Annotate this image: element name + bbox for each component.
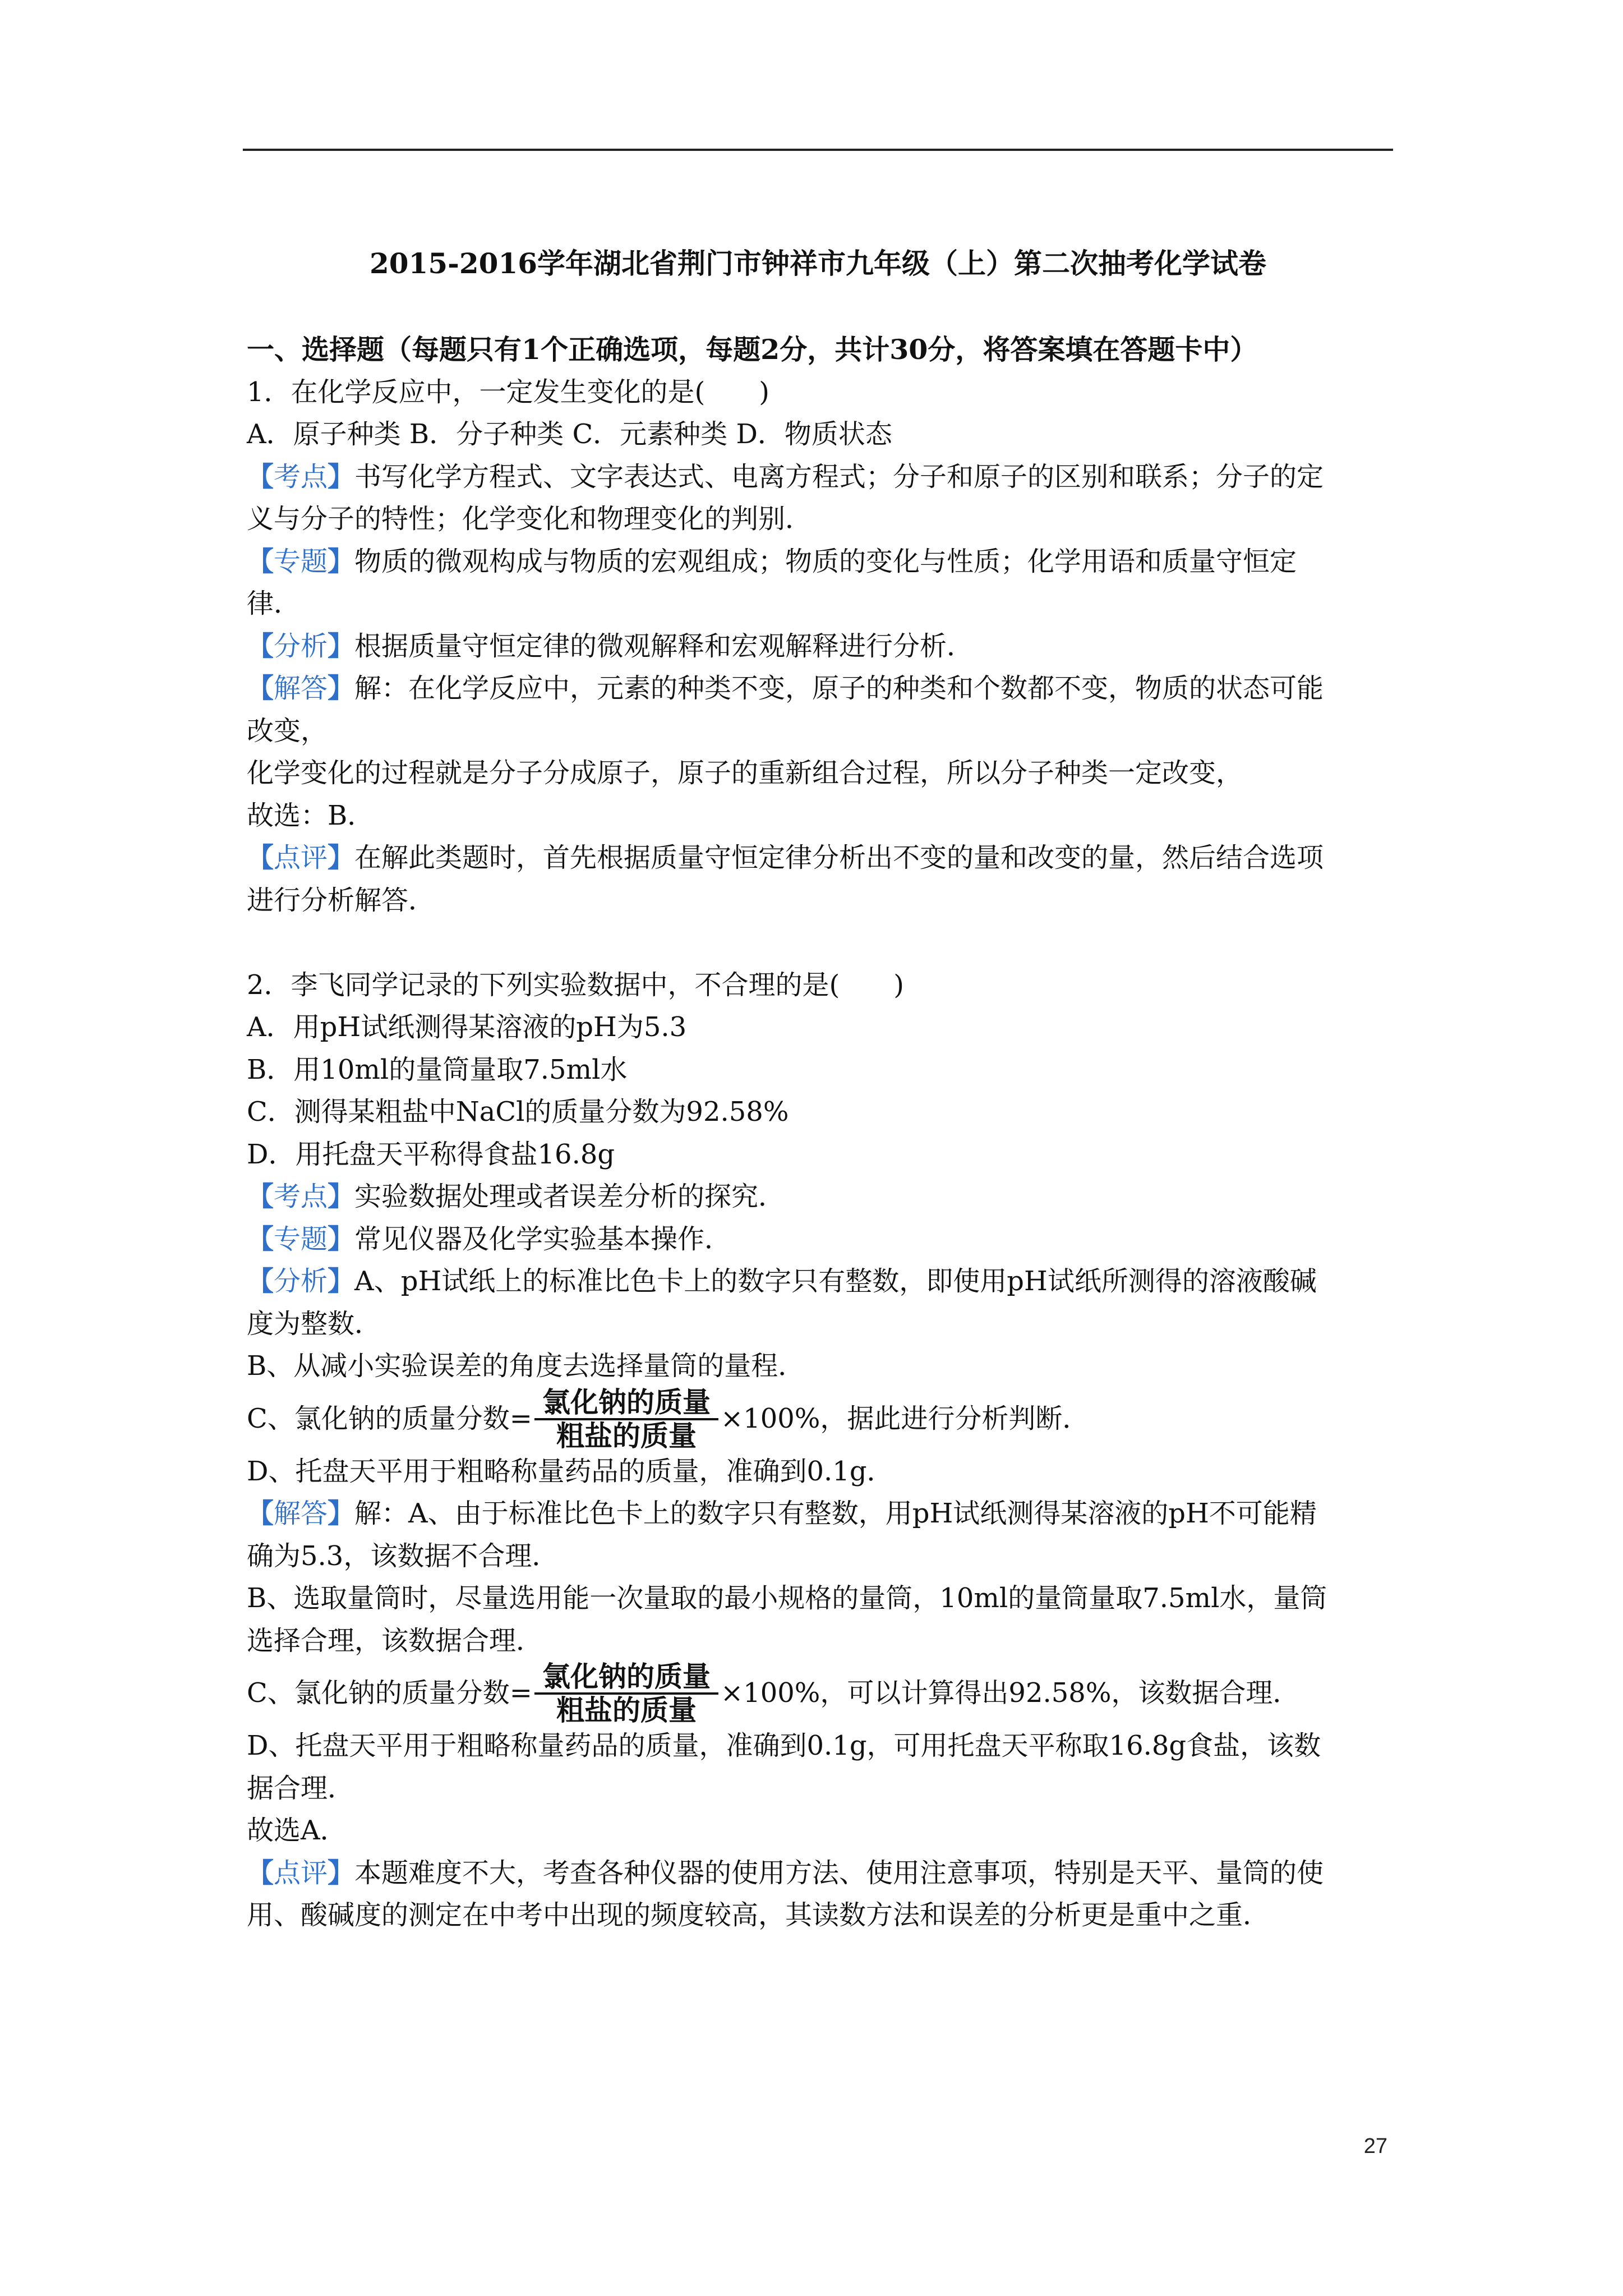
header-rule bbox=[243, 149, 1393, 151]
kaodian-text: 书写化学方程式、文字表达式、电离方程式；分子和原子的区别和联系；分子的定 bbox=[354, 461, 1324, 493]
zhuanti-block: 【专题】物质的微观构成与物质的宏观组成；物质的变化与性质；化学用语和质量守恒定 bbox=[247, 545, 1297, 577]
formula-prefix: C、氯化钠的质量分数= bbox=[247, 1402, 532, 1434]
fenxi-text: A、pH试纸上的标准比色卡上的数字只有整数，即使用pH试纸所测得的溶液酸碱 bbox=[354, 1266, 1317, 1297]
kaodian-block: 【考点】实验数据处理或者误差分析的探究． bbox=[247, 1181, 786, 1212]
jieda-text-cont: 化学变化的过程就是分子分成原子，原子的重新组合过程，所以分子种类一定改变， bbox=[247, 757, 1243, 789]
kaodian-block: 【考点】书写化学方程式、文字表达式、电离方程式；分子和原子的区别和联系；分子的定 bbox=[247, 461, 1324, 493]
fenxi-text: 根据质量守恒定律的微观解释和宏观解释进行分析． bbox=[354, 630, 974, 662]
option-d: D．用托盘天平称得食盐16.8g bbox=[247, 1138, 615, 1170]
jieda-formula-line bbox=[247, 1662, 1391, 1725]
question-2 bbox=[247, 964, 1391, 1937]
formula-suffix: ×100%，可以计算得出92.58%，该数据合理． bbox=[720, 1677, 1300, 1709]
document-body bbox=[247, 329, 1391, 1937]
fenxi-tag: 分析 bbox=[274, 630, 328, 662]
fraction-denominator: 粗盐的质量 bbox=[556, 1419, 697, 1452]
kaodian-text-cont: 义与分子的特性；化学变化和物理变化的判别． bbox=[247, 503, 813, 535]
dianping-text-cont: 进行分析解答． bbox=[247, 884, 436, 916]
formula-prefix: C、氯化钠的质量分数= bbox=[247, 1677, 532, 1709]
jieda-text-cont: 据合理． bbox=[247, 1772, 355, 1804]
dianping-text: 在解此类题时，首先根据质量守恒定律分析出不变的量和改变的量，然后结合选项 bbox=[354, 842, 1324, 873]
jieda-text-cont: 改变， bbox=[247, 715, 328, 747]
dianping-block: 【点评】本题难度不大，考查各种仪器的使用方法、使用注意事项，特别是天平、量筒的使 bbox=[247, 1857, 1324, 1889]
jieda-text-cont: B、选取量筒时，尽量选用能一次量取的最小规格的量筒，10ml的量筒量取7.5ml水，量筒 bbox=[247, 1582, 1327, 1614]
dianping-tag: 点评 bbox=[274, 842, 328, 873]
question-options: A．原子种类 B．分子种类 C．元素种类 D．物质状态 bbox=[247, 418, 892, 450]
option-b: B．用10ml的量筒量取7.5ml水 bbox=[247, 1053, 628, 1085]
jieda-text-cont: 选择合理，该数据合理． bbox=[247, 1625, 543, 1657]
jieda-answer: 故选A． bbox=[247, 1815, 347, 1846]
dianping-tag: 点评 bbox=[274, 1857, 328, 1889]
zhuanti-tag: 专题 bbox=[274, 545, 328, 577]
zhuanti-text: 物质的微观构成与物质的宏观组成；物质的变化与性质；化学用语和质量守恒定 bbox=[354, 545, 1297, 577]
dianping-text: 本题难度不大，考查各种仪器的使用方法、使用注意事项，特别是天平、量筒的使 bbox=[354, 1857, 1324, 1889]
fenxi-text-cont: 度为整数． bbox=[247, 1308, 382, 1340]
fenxi-text-cont: D、托盘天平用于粗略称量药品的质量，准确到0.1g． bbox=[247, 1455, 894, 1487]
mass-fraction-formula bbox=[534, 1661, 718, 1726]
fenxi-block: 【分析】A、pH试纸上的标准比色卡上的数字只有整数，即使用pH试纸所测得的溶液酸碱 bbox=[247, 1266, 1317, 1297]
jieda-text: 解：在化学反应中，元素的种类不变，原子的种类和个数都不变，物质的状态可能 bbox=[354, 673, 1324, 704]
option-c: C．测得某粗盐中NaCl的质量分数为92.58% bbox=[247, 1096, 789, 1128]
fraction-numerator: 氯化钠的质量 bbox=[534, 1387, 718, 1420]
jieda-block: 【解答】解：A、由于标准比色卡上的数字只有整数，用pH试纸测得某溶液的pH不可能精 bbox=[247, 1498, 1317, 1529]
fenxi-formula-line bbox=[247, 1388, 1391, 1451]
jieda-text: 解：A、由于标准比色卡上的数字只有整数，用pH试纸测得某溶液的pH不可能精 bbox=[354, 1498, 1317, 1529]
zhuanti-text-cont: 律． bbox=[247, 588, 301, 619]
formula-suffix: ×100%，据此进行分析判断． bbox=[720, 1402, 1090, 1434]
jieda-text-cont: 确为5.3，该数据不合理． bbox=[247, 1540, 559, 1572]
dianping-text-cont: 用、酸碱度的测定在中考中出现的频度较高，其读数方法和误差的分析更是重中之重． bbox=[247, 1899, 1270, 1931]
option-a: A．用pH试纸测得某溶液的pH为5.3 bbox=[247, 1011, 687, 1043]
kaodian-tag: 考点 bbox=[274, 461, 328, 493]
zhuanti-block: 【专题】常见仪器及化学实验基本操作． bbox=[247, 1223, 732, 1255]
kaodian-text: 实验数据处理或者误差分析的探究． bbox=[354, 1181, 786, 1212]
zhuanti-tag: 专题 bbox=[274, 1223, 328, 1255]
fraction-numerator: 氯化钠的质量 bbox=[534, 1661, 718, 1695]
spacer bbox=[247, 922, 1391, 964]
jieda-block: 【解答】解：在化学反应中，元素的种类不变，原子的种类和个数都不变，物质的状态可能 bbox=[247, 673, 1324, 704]
jieda-tag: 解答 bbox=[274, 1498, 328, 1529]
section-heading: 一、选择题（每题只有1个正确选项，每题2分，共计30分，将答案填在答题卡中） bbox=[247, 333, 1258, 366]
question-1 bbox=[247, 371, 1391, 922]
jieda-answer: 故选：B． bbox=[247, 799, 375, 831]
jieda-text-cont: D、托盘天平用于粗略称量药品的质量，准确到0.1g，可用托盘天平称取16.8g食盐，该数 bbox=[247, 1730, 1321, 1761]
question-stem: 2．李飞同学记录的下列实验数据中，不合理的是( ) bbox=[247, 969, 904, 1001]
question-stem: 1．在化学反应中，一定发生变化的是( ) bbox=[247, 376, 769, 408]
zhuanti-text: 常见仪器及化学实验基本操作． bbox=[354, 1223, 732, 1255]
page-title: 2015-2016学年湖北省荆门市钟祥市九年级（上）第二次抽考化学试卷 bbox=[369, 247, 1267, 280]
fenxi-block: 【分析】根据质量守恒定律的微观解释和宏观解释进行分析． bbox=[247, 630, 974, 662]
dianping-block: 【点评】在解此类题时，首先根据质量守恒定律分析出不变的量和改变的量，然后结合选项 bbox=[247, 842, 1324, 873]
mass-fraction-formula bbox=[534, 1387, 718, 1452]
kaodian-tag: 考点 bbox=[274, 1181, 328, 1212]
fenxi-text-cont: B、从减小实验误差的角度去选择量筒的量程． bbox=[247, 1350, 805, 1382]
fenxi-tag: 分析 bbox=[274, 1266, 328, 1297]
fraction-denominator: 粗盐的质量 bbox=[556, 1694, 697, 1727]
page-number: 27 bbox=[1363, 2134, 1387, 2158]
jieda-tag: 解答 bbox=[274, 673, 328, 704]
